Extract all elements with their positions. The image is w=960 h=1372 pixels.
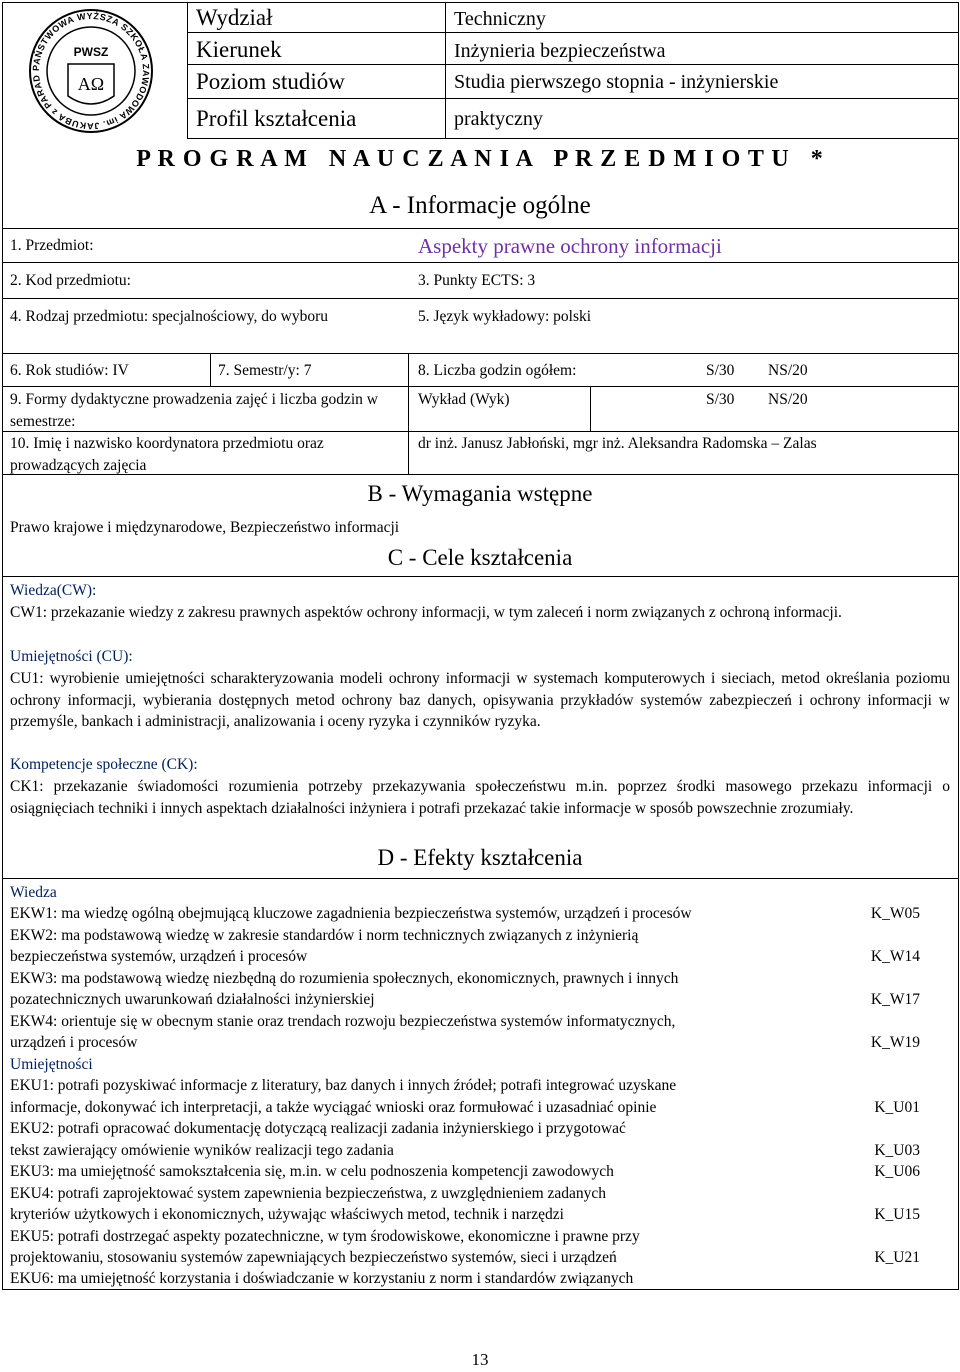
seal-ring-text: PAŃSTWOWA WYŻSZA SZKOŁA ZAWODOWA im. JAKUBA z PARAD [30,10,152,132]
eku5-code: K_U21 [874,1249,920,1266]
jezyk-value: polski [553,308,592,325]
ects-field [418,270,535,292]
eku1-line-b [10,1097,950,1119]
header-divider-label [445,2,446,138]
row-line [2,386,959,387]
eku2-code: K_U03 [874,1142,920,1159]
value-kierunek: Inżynieria bezpieczeństwa [454,40,666,62]
rodzaj-value: specjalnościowy, do wyboru [152,308,328,325]
ekw4-code: K_W19 [870,1034,920,1051]
eku4-text-a: EKU4: potrafi zaprojektować system zapewnienia bezpieczeństwa, z uwzględnieniem zadanych [10,1185,607,1202]
rodzaj-field [10,306,360,328]
ekw3-text-a: EKW3: ma podstawową wiedzę niezbędną do rozumienia społecznych, ekonomicznych, prawnych i innych [10,970,679,987]
semestr-value: 7 [303,362,312,379]
page-number: 13 [471,1350,489,1369]
section-d-title: D - Efekty kształcenia [377,845,583,870]
ekw2-line-a [10,925,950,947]
ekw4-text-a: EKW4: orientuje się w obecnym stanie oraz trendach rozwoju bezpieczeństwa systemów informatycznych, [10,1013,676,1030]
ekw1-line [10,903,950,925]
eku5-text-b: projektowaniu, stosowaniu systemów zapewniających bezpieczeństwo systemów, sieci i urządzeń [10,1249,617,1266]
ekw3-text-b: pozatechnicznych uwarunkowań działalności inżynierskiej [10,991,375,1008]
jezyk-label: 5. Język wykładowy: [418,308,550,325]
section-a-line [2,228,959,229]
header-row-line [187,98,958,99]
eku3-code: K_U06 [874,1163,920,1180]
eku2-text-a: EKU2: potrafi opracować dokumentację dotyczącą realizacji zadania inżynierskiego i przygotować [10,1120,626,1137]
section-b-text: Prawo krajowe i międzynarodowe, Bezpieczeństwo informacji [10,519,400,536]
ck-heading: Kompetencje społeczne (CK): [10,756,198,773]
koord-value: dr inż. Janusz Jabłoński, mgr inż. Aleksandra Radomska – Zalas [418,435,817,452]
ekw4-text-b: urządzeń i procesów [10,1034,138,1051]
eku1-code: K_U01 [874,1099,920,1116]
row-line [2,298,959,299]
rok-value: IV [112,362,129,379]
row6-divider [408,353,409,386]
row6-divider [210,353,211,386]
row-line [2,353,959,354]
formy-name: Wykład [418,391,467,408]
eku5-line-b [10,1247,950,1269]
przedmiot-value: Aspekty prawne ochrony informacji [418,234,722,258]
eku3-line [10,1161,950,1183]
row-line [2,262,959,263]
eku4-text-b: kryteriów użytkowych i ekonomicznych, używając właściwych metod, technik i narzędzi [10,1206,564,1223]
rok-field [10,360,129,382]
header-bottom-line [187,138,958,139]
eku2-text-b: tekst zawierający omówienie wyników realizacji tego zadania [10,1142,394,1159]
ekw2-text-a: EKW2: ma podstawową wiedzę w zakresie standardów i norm technicznych związanych z inżynierią [10,927,639,944]
d-wiedza-heading: Wiedza [10,884,57,901]
kod-label: 2. Kod przedmiotu: [10,272,131,289]
label-kierunek: Kierunek [196,37,282,62]
ekw2-text-b: bezpieczeństwa systemów, urządzeń i procesów [10,948,308,965]
eku2-line-a [10,1118,950,1140]
koord-label: 10. Imię i nazwisko koordynatora przedmiotu oraz prowadzących zajęcia [10,435,324,474]
semestr-field [218,360,311,382]
liczba-s: S/30 [706,362,735,379]
row9-divider [590,386,591,431]
eku2-line-b [10,1140,950,1162]
section-d-line [2,878,959,879]
cu1-text: CU1: wyrobienie umiejętności scharakteryzowania modeli ochrony informacji w systemach komputerowych i sieciach, metod określania poziomu ochrony informacji, wybierania dostępnych metod ochrony baz danych, opisywania przykładów systemów zabezpieczeń i ochrony informacji w przemyśle, bankach i administracji, analizowania i oceny ryzyka i czynników ryzyka. [10,670,950,730]
liczba-label: 8. Liczba godzin ogółem: [418,362,577,379]
eku5-text-a: EKU5: potrafi dostrzegać aspekty pozatechniczne, w tym środowiskowe, ekonomiczne i prawne przy [10,1228,640,1245]
formy-ns: NS/20 [768,391,808,408]
cw-heading: Wiedza(CW): [10,582,97,599]
ects-value: 3 [527,272,536,289]
formy-name-field [418,389,510,411]
formy-abbr: (Wyk) [470,391,510,408]
ekw3-code: K_W17 [870,991,920,1008]
ekw1-text: EKW1: ma wiedzę ogólną obejmującą kluczowe zagadnienia bezpieczeństwa systemów, urządzeń i procesów [10,905,692,922]
header-divider-logo [187,2,188,138]
label-wydzial: Wydział [196,5,273,30]
eku1-line-a [10,1075,950,1097]
value-profil: praktyczny [454,108,543,130]
cw1-text: CW1: przekazanie wiedzy z zakresu prawnych aspektów ochrony informacji, w tym zaleceń i norm związanych z ochroną informacji. [10,604,842,621]
jezyk-field [418,306,591,328]
eku6-text: EKU6: ma umiejętność korzystania i doświadczanie w korzystaniu z norm i standardów związanych [10,1270,634,1287]
ekw3-line-a [10,968,950,990]
university-seal-icon [8,8,174,134]
ekw3-line-b [10,989,950,1011]
label-profil: Profil kształcenia [196,106,357,131]
ekw2-line-b [10,946,950,968]
d-umiej-heading-row [10,1054,950,1076]
ekw2-code: K_W14 [870,948,920,965]
eku1-text-a: EKU1: potrafi pozyskiwać informacje z literatury, baz danych i innych źródeł; potrafi integrować uzyskane [10,1077,677,1094]
section-b-title: B - Wymagania wstępne [367,481,593,506]
ekw1-code: K_W05 [870,905,920,922]
eku1-text-b: informacje, dokonywać ich interpretacji, a także wyciągać wnioski oraz formułować i uzasadniać opinie [10,1099,657,1116]
eku4-line-a [10,1183,950,1205]
formy-label: 9. Formy dydaktyczne prowadzenia zajęć i liczba godzin w semestrze: [10,391,378,430]
eku6-line [10,1268,950,1290]
value-poziom: Studia pierwszego stopnia - inżynierskie [454,71,779,93]
eku3-text: EKU3: ma umiejętność samokształcenia się, m.in. w celu podnoszenia kompetencji zawodowych [10,1163,614,1180]
eku4-code: K_U15 [874,1206,920,1223]
ekw4-line-b [10,1032,950,1054]
ekw4-line-a [10,1011,950,1033]
ck1-text: CK1: przekazanie świadomości rozumienia potrzeby przekazywania społeczeństwu m.in. poprzez środki masowego przekazu informacji o osiągnięciach techniki i innych aspektach działalności inżyniera i potrafi przekazać takie informacje w sposób powszechnie zrozumiały. [10,778,950,817]
cu-heading: Umiejętności (CU): [10,648,133,665]
formy-s: S/30 [706,391,735,408]
section-a-title: A - Informacje ogólne [369,192,591,219]
seal-letters: AΩ [77,74,105,94]
frame-top [2,2,959,3]
row9-divider [408,386,409,474]
rodzaj-label: 4. Rodzaj przedmiotu: [10,308,149,325]
d-umiej-heading: Umiejętności [10,1056,93,1073]
section-c-title: C - Cele kształcenia [387,545,573,570]
rok-label: 6. Rok studiów: [10,362,109,379]
seal-emblem-text: PWSZ [73,45,109,59]
program-title: P R O G R A M N A U C Z A N I A P R Z E D M I O T U * [136,146,824,172]
value-wydzial: Techniczny [454,8,546,30]
row-line [2,474,959,475]
eku4-line-b [10,1204,950,1226]
eku5-line-a [10,1226,950,1248]
ects-label: 3. Punkty ECTS: [418,272,524,289]
section-c-line [2,576,959,577]
row-line [2,431,959,432]
semestr-label: 7. Semestr/y: [218,362,300,379]
label-poziom: Poziom studiów [196,69,345,94]
liczba-ns: NS/20 [768,362,808,379]
przedmiot-label: 1. Przedmiot: [10,237,94,254]
header-row-line [187,32,958,33]
